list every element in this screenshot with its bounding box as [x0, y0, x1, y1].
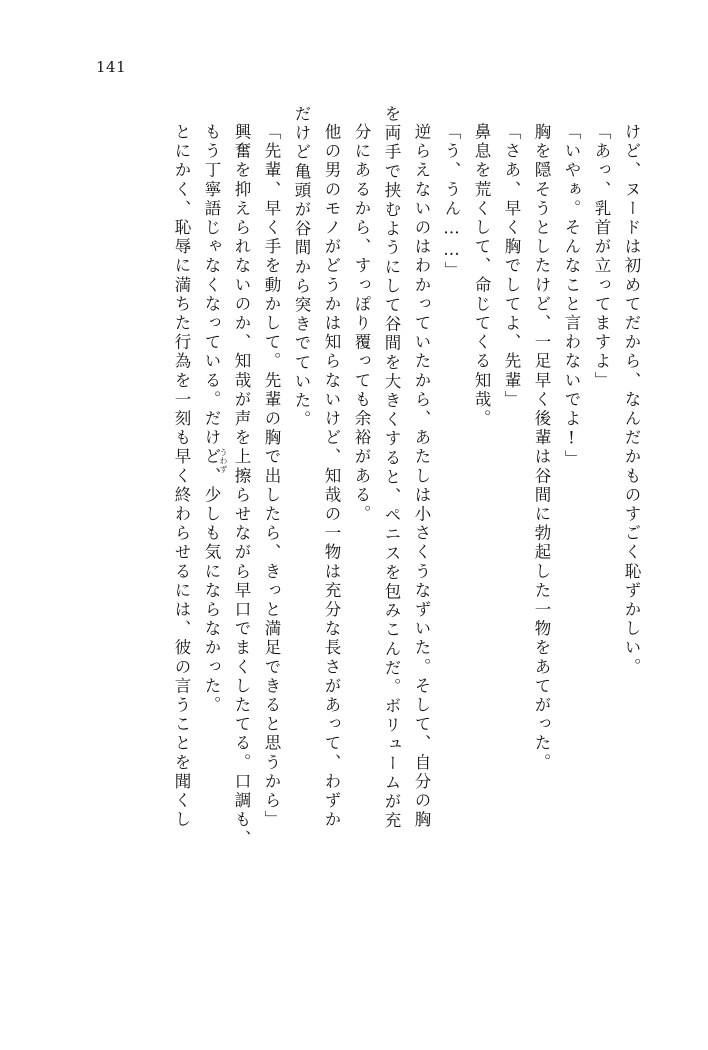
- text-line: 「さあ、早く胸でしてよ、先輩」: [502, 123, 521, 410]
- vertical-text-body: [62, 105, 646, 970]
- text-line: 「いやぁ。そんなこと言わないでよ!」: [562, 123, 581, 470]
- text-line: 逆らえないのはわかっていたから、あたしは小さくうなずいた。そして、自分の胸: [412, 123, 431, 830]
- text-line: を両手で挟むようにして谷間を大きくすると、ペニスを包みこんだ。ボリュームが充: [382, 105, 401, 831]
- text-line: だけど亀頭が谷間から突きでていた。: [292, 105, 311, 430]
- text-line: もう丁寧語じゃなくなっている。だけど、少しも気にならなかった。: [202, 123, 221, 716]
- text-line: 「う、うん……」: [442, 123, 461, 281]
- text-line: 「先輩、早く手を動かして。先輩の胸で出したら、きっと満足できると思うから」: [262, 123, 281, 830]
- ruby-annotation: うわず: [219, 447, 228, 474]
- text-line: とにかく、恥辱に満ちた行為を一刻も早く終わらせるには、彼の言うことを聞くし: [172, 123, 191, 830]
- text-line: 興奮を抑えられないのか、知哉が声を上擦らせながら早口でまくしたてる。口調も、: [232, 123, 251, 849]
- text-line: 分にあるから、すっぽり覆っても余裕がある。: [352, 123, 371, 525]
- text-line: 鼻息を荒くして、命じてくる知哉。: [472, 123, 491, 429]
- text-line: けど、ヌードは初めてだから、なんだかものすごく恥ずかしい。: [622, 123, 641, 677]
- text-line: 他の男のモノがどうかは知らないけど、知哉の一物は充分な長さがあって、わずか: [322, 123, 341, 830]
- text-line: 胸を隠そうとしたけど、一足早く後輩は谷間に勃起した一物をあてがった。: [532, 123, 551, 773]
- page-number: 141: [96, 58, 127, 76]
- text-line: 「あっ、乳首が立ってますよ」: [592, 123, 611, 391]
